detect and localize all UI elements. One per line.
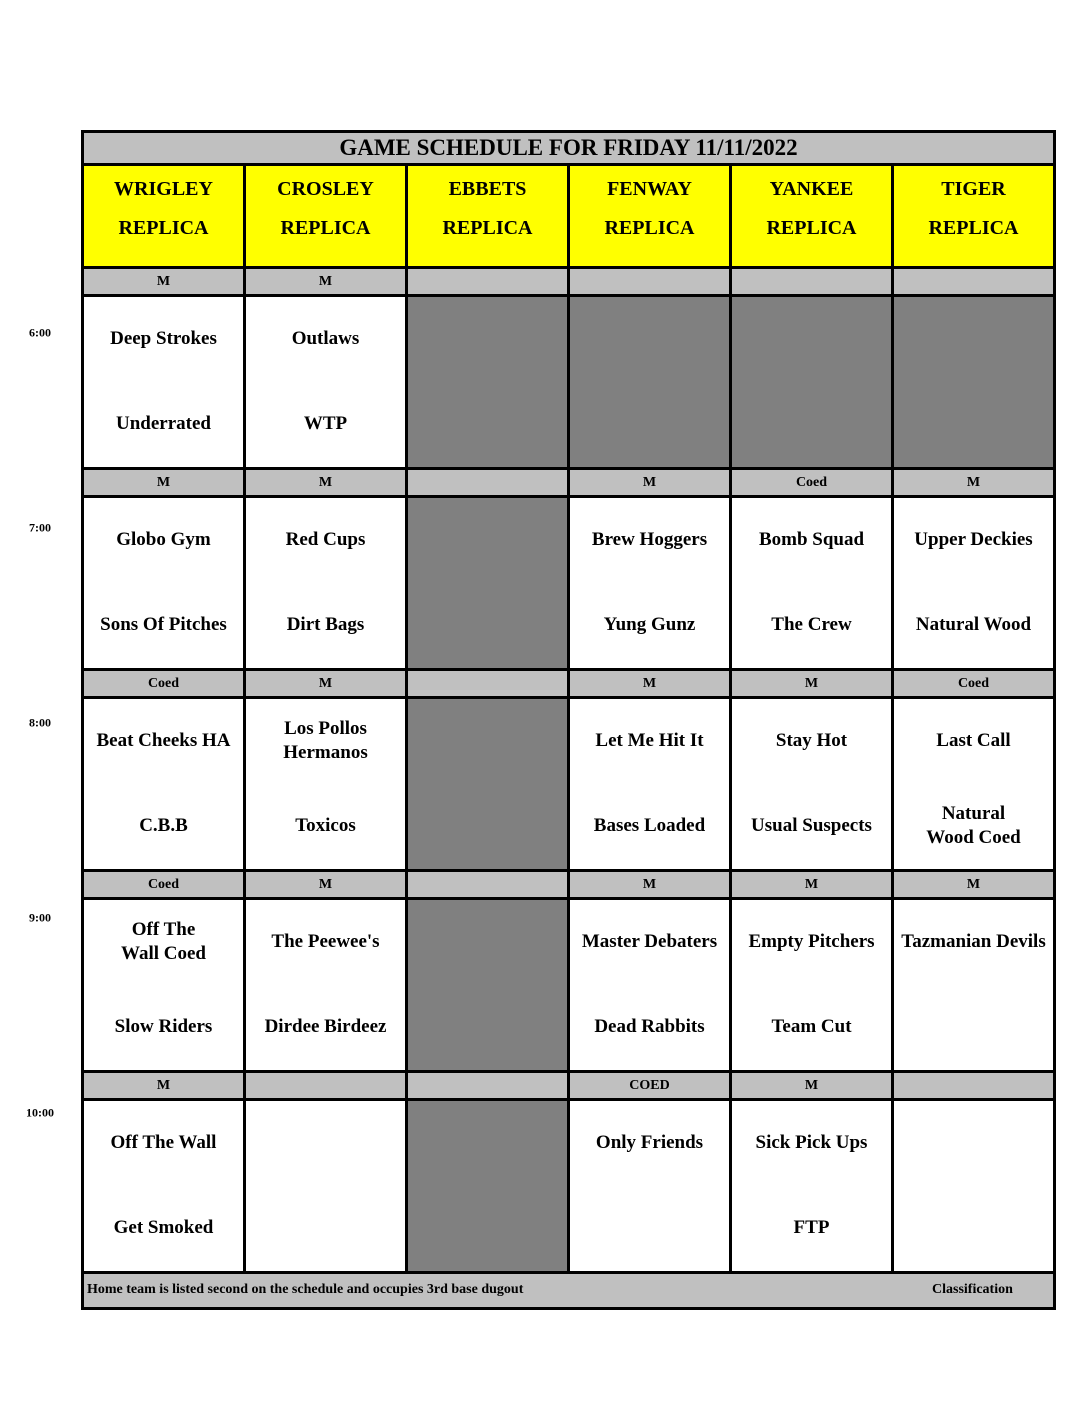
away-team: Red Cups (285, 529, 366, 550)
classification-cell: Coed (732, 470, 894, 495)
game-row (84, 498, 1053, 671)
game-cell (894, 498, 1053, 668)
game-cell (246, 498, 408, 668)
away-team: Upper Deckies (914, 529, 1033, 550)
away-team: Sick Pick Ups (755, 1132, 868, 1153)
game-cell (894, 900, 1053, 1070)
unused-cell (408, 498, 570, 668)
time-label: 8:00 (29, 715, 51, 730)
field-sub: REPLICA (442, 217, 533, 239)
away-team: Los Pollos Hermanos (283, 718, 368, 763)
time-label: 7:00 (29, 520, 51, 535)
classification-cell (408, 470, 570, 495)
classification-cell: M (84, 269, 246, 294)
classification-cell: M (894, 872, 1053, 897)
classification-cell (570, 269, 732, 294)
game-cell (732, 1101, 894, 1271)
classification-cell: Coed (84, 872, 246, 897)
field-header-fenway (570, 166, 732, 266)
game-cell (84, 900, 246, 1070)
classification-cell (408, 671, 570, 696)
home-team: Bases Loaded (593, 815, 706, 836)
classification-row (84, 671, 1053, 699)
classification-cell: M (570, 671, 732, 696)
game-cell (570, 1101, 732, 1271)
away-team: Last Call (936, 730, 1011, 751)
field-sub: REPLICA (766, 217, 857, 239)
classification-row (84, 872, 1053, 900)
away-team: Tazmanian Devils (901, 931, 1046, 952)
classification-row (84, 470, 1053, 498)
unused-cell (408, 900, 570, 1070)
field-name: FENWAY (607, 178, 692, 200)
unused-cell (408, 1101, 570, 1271)
game-cell (570, 699, 732, 869)
away-team: Empty Pitchers (748, 931, 875, 952)
away-team: Deep Strokes (110, 328, 217, 349)
classification-cell (408, 872, 570, 897)
classification-cell (408, 269, 570, 294)
home-team: Yung Gunz (603, 614, 696, 635)
game-row (84, 1101, 1053, 1274)
field-sub: REPLICA (604, 217, 695, 239)
time-label: 9:00 (29, 910, 51, 925)
classification-row (84, 269, 1053, 297)
classification-cell (732, 269, 894, 294)
game-cell (84, 1101, 246, 1271)
field-name: CROSLEY (277, 178, 374, 200)
time-column (0, 0, 81, 1408)
field-name: WRIGLEY (114, 178, 213, 200)
classification-cell: M (246, 872, 408, 897)
field-sub: REPLICA (928, 217, 1019, 239)
time-label: 10:00 (26, 1105, 54, 1120)
home-team: Underrated (116, 413, 211, 434)
home-team: Toxicos (295, 815, 356, 836)
home-team: Dirt Bags (286, 614, 365, 635)
classification-cell: M (570, 872, 732, 897)
game-cell (894, 699, 1053, 869)
game-cell (84, 297, 246, 467)
classification-cell: Coed (894, 671, 1053, 696)
home-team: Natural Wood Coed (926, 803, 1021, 848)
classification-cell: M (246, 269, 408, 294)
classification-cell: M (894, 470, 1053, 495)
classification-cell: M (84, 470, 246, 495)
home-team: Dead Rabbits (594, 1016, 705, 1037)
game-cell (732, 900, 894, 1070)
game-cell (732, 498, 894, 668)
field-name: TIGER (941, 178, 1006, 200)
away-team: Off The Wall (110, 1132, 217, 1153)
away-team: Globo Gym (116, 529, 211, 550)
game-cell (246, 699, 408, 869)
away-team: Let Me Hit It (595, 730, 704, 751)
classification-cell (408, 1073, 570, 1098)
footer-note: Home team is listed second on the schedule and occupies 3rd base dugout (87, 1282, 524, 1297)
classification-cell: M (570, 470, 732, 495)
field-header-yankee (732, 166, 894, 266)
home-team: Usual Suspects (751, 815, 872, 836)
home-team: Natural Wood (915, 614, 1032, 635)
game-cell (246, 1101, 408, 1271)
away-team: Stay Hot (775, 730, 848, 751)
home-team: Dirdee Birdeez (264, 1016, 387, 1037)
classification-cell: COED (570, 1073, 732, 1098)
game-cell (246, 297, 408, 467)
game-cell (894, 1101, 1053, 1271)
field-header-tiger (894, 166, 1053, 266)
home-team: C.B.B (139, 815, 188, 836)
game-row (84, 699, 1053, 872)
home-team: The Crew (771, 614, 852, 635)
home-team: Sons Of Pitches (100, 614, 227, 635)
home-team: WTP (303, 413, 348, 434)
field-sub: REPLICA (280, 217, 371, 239)
field-sub: REPLICA (118, 217, 209, 239)
footer-classification: Classification (932, 1282, 1013, 1297)
away-team: The Peewee's (271, 931, 380, 952)
unused-cell (570, 297, 732, 467)
away-team: Outlaws (291, 328, 360, 349)
game-cell (570, 900, 732, 1070)
classification-cell: M (246, 671, 408, 696)
game-row (84, 900, 1053, 1073)
home-team: Team Cut (771, 1016, 852, 1037)
field-header-crosley (246, 166, 408, 266)
home-team: Slow Riders (114, 1016, 213, 1037)
home-team: FTP (793, 1217, 830, 1238)
game-cell (84, 498, 246, 668)
schedule-footer (84, 1274, 1053, 1307)
field-header-ebbets (408, 166, 570, 266)
classification-cell (246, 1073, 408, 1098)
game-cell (84, 699, 246, 869)
classification-row (84, 1073, 1053, 1101)
classification-cell (894, 269, 1053, 294)
home-team: Get Smoked (113, 1217, 214, 1238)
schedule-title: GAME SCHEDULE FOR FRIDAY 11/11/2022 (84, 133, 1053, 166)
unused-cell (408, 297, 570, 467)
away-team: Brew Hoggers (591, 529, 708, 550)
classification-cell: M (732, 872, 894, 897)
away-team: Beat Cheeks HA (96, 730, 231, 751)
game-row (84, 297, 1053, 470)
unused-cell (408, 699, 570, 869)
unused-cell (732, 297, 894, 467)
game-cell (246, 900, 408, 1070)
field-header-row (84, 166, 1053, 269)
game-cell (570, 498, 732, 668)
away-team: Only Friends (595, 1132, 704, 1153)
away-team: Off The Wall Coed (121, 919, 206, 964)
classification-cell: M (732, 1073, 894, 1098)
schedule-table (81, 130, 1056, 1310)
classification-cell: M (732, 671, 894, 696)
away-team: Master Debaters (581, 931, 718, 952)
field-name: YANKEE (769, 178, 854, 200)
game-cell (732, 699, 894, 869)
field-name: EBBETS (448, 178, 527, 200)
field-header-wrigley (84, 166, 246, 266)
away-team: Bomb Squad (758, 529, 865, 550)
classification-cell: Coed (84, 671, 246, 696)
classification-cell: M (84, 1073, 246, 1098)
time-label: 6:00 (29, 325, 51, 340)
unused-cell (894, 297, 1053, 467)
classification-cell: M (246, 470, 408, 495)
classification-cell (894, 1073, 1053, 1098)
